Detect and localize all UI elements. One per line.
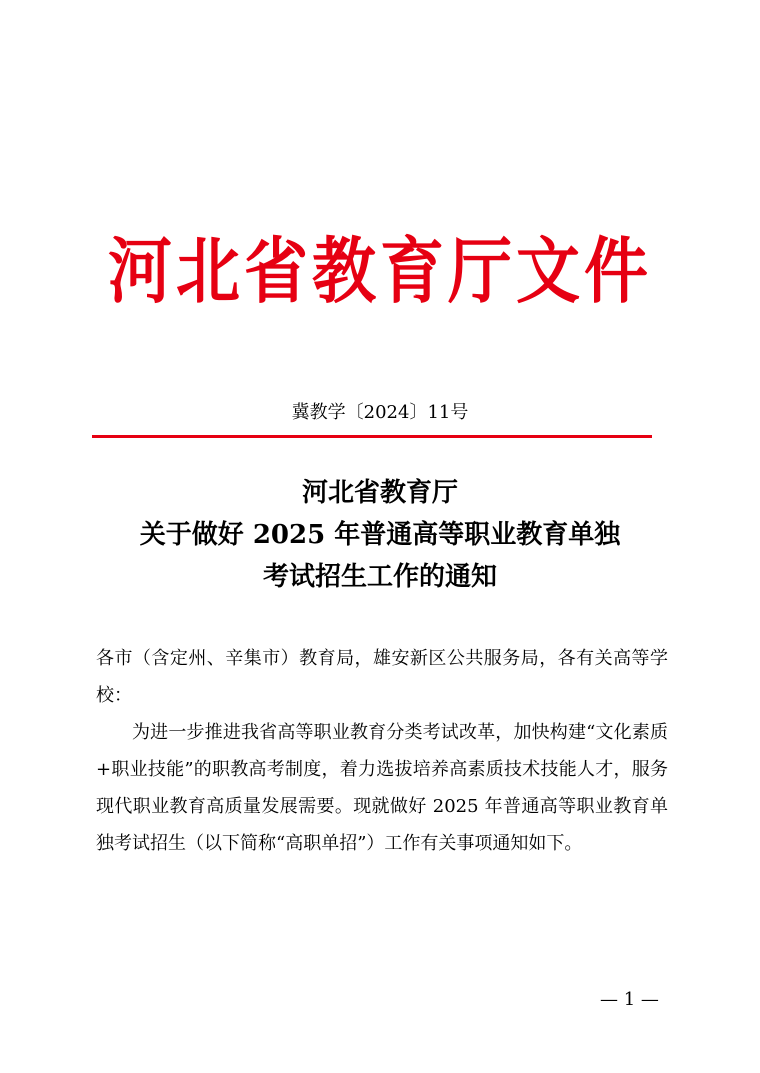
red-divider-line	[92, 435, 652, 438]
document-number: 冀教学〔2024〕11号	[291, 402, 469, 423]
notice-title-line-2: 关于做好 2025 年普通高等职业教育单独	[139, 520, 621, 550]
masthead-title: 河北省教育厅文件	[108, 230, 652, 314]
body-paragraph: 为进一步推进我省高等职业教育分类考试改革，加快构建“文化素质+职业技能”的职教高考制度，着力选拔培养高素质技术技能人才，服务现代职业教育高质量发展需要。现就做好 2025 年普通高等职业教育单独考试招生（以下简称“高职单招”）工作有关事项通知如下。	[96, 722, 668, 854]
salutation: 各市（含定州、辛集市）教育局，雄安新区公共服务局，各有关高等学校：	[96, 648, 668, 706]
page-number: — 1 —	[600, 989, 659, 1010]
notice-title-line-3: 考试招生工作的通知	[262, 562, 497, 592]
notice-body	[96, 640, 668, 862]
notice-title-line-1: 河北省教育厅	[301, 478, 458, 508]
notice-title	[60, 472, 700, 598]
